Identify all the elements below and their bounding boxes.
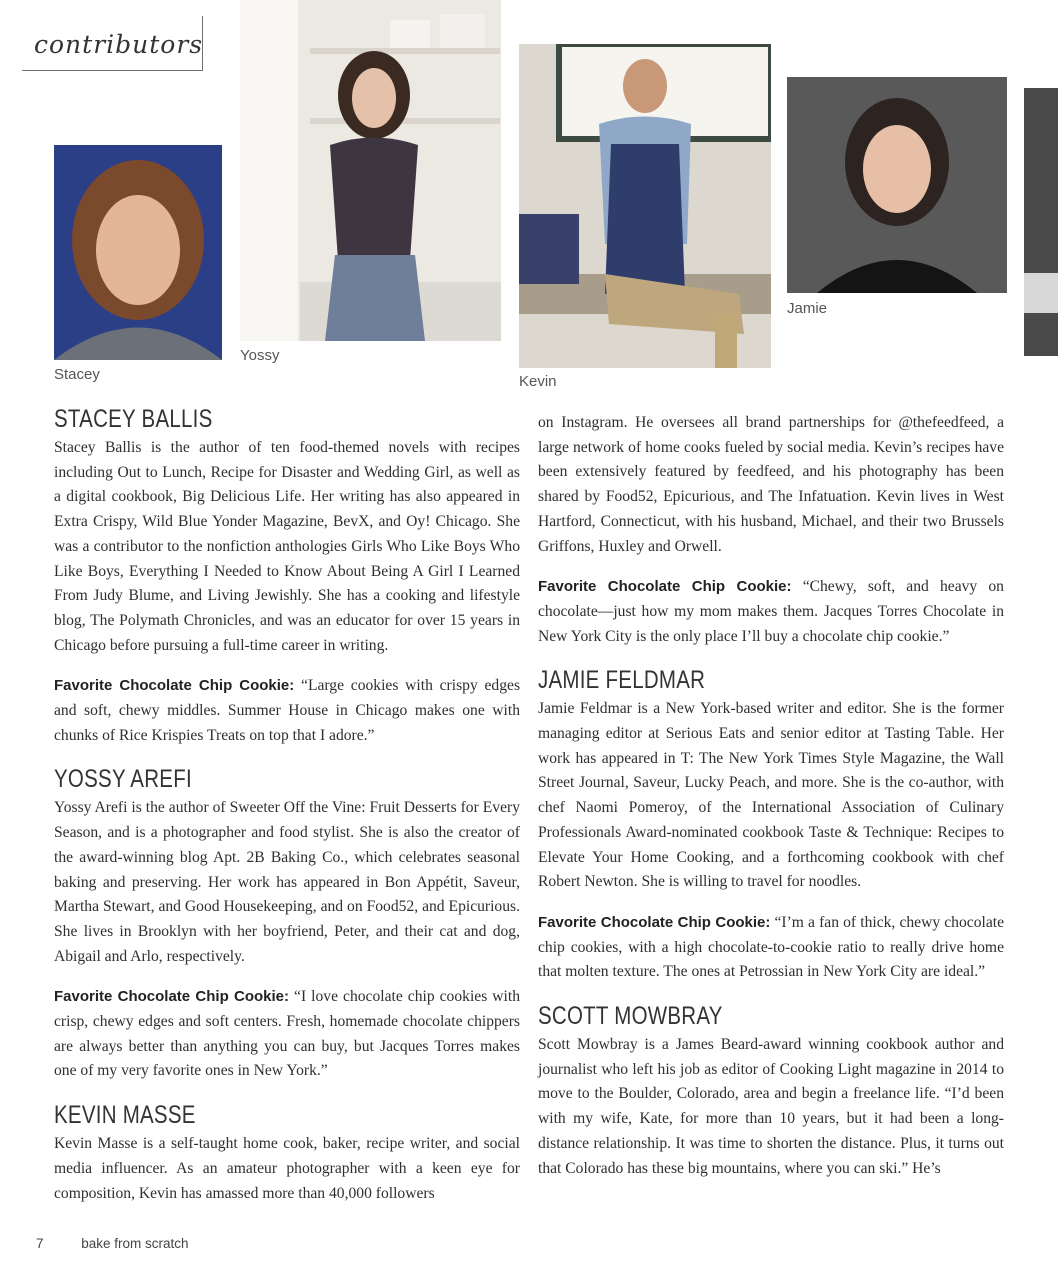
- bio-kevin-continued: on Instagram. He oversees all brand partnerships for @thefeedfeed, a large network of home cooks fueled by social media. Kevin’s recipes have been extensively featured by feedfeed, and his photography has been shared by Food52, Epicurious, and The Infatuation. Kevin lives in West Hartford, Connecticut, with his husband, Michael, and their two Brussels Griffons, Huxley and Orwell.: [538, 414, 1004, 555]
- page-number: 7: [36, 1236, 44, 1251]
- fav-text-kevin: “Chewy, soft, and heavy on chocolate—just how my mom makes them. Jacques Torres Chocolate in New York City is the only place I’ll buy a chocolate chip cookie.”: [538, 578, 1004, 645]
- photo-stacey: [54, 145, 222, 360]
- heading-yossy-arefi: YOSSY AREFI: [54, 765, 192, 794]
- caption-jamie: Jamie: [787, 300, 828, 317]
- fav-yossy: [54, 985, 520, 1084]
- bio-stacey: Stacey Ballis is the author of ten food-themed novels with recipes including Out to Lunch, Recipe for Disaster and Wedding Girl, as well as a digital cookbook, Big Delicious Life. Her writing has also appeared in Extra Crispy, Wild Blue Yonder Magazine, BevX, and Oy! Chicago. She was a contributor to the nonfiction anthologies Girls Who Like Boys Who Like Boys, Everything I Needed to Know About Being A Girl I Learned From Judy Blume, and Living Jewishly. She has a cooking and lifestyle blog, The Polymath Chronicles, and was an educator for over 15 years in Chicago before pursuing a full-time career in writing.: [54, 439, 520, 654]
- fav-text-jamie: “I’m a fan of thick, chewy chocolate chip cookies, with a high chocolate-to-cookie ratio to really drive home that molten texture. The ones at Petrossian in New York City are ideal.”: [538, 913, 1004, 981]
- bio-yossy: Yossy Arefi is the author of Sweeter Off the Vine: Fruit Desserts for Every Season, and is a photographer and food stylist. She is also the creator of the award-winning blog Apt. 2B Baking Co., which celebrates seasonal baking and preserving. Her work has appeared in Bon Appétit, Saveur, Martha Stewart, and Good Housekeeping, and on Food52, and Epicurious. She lives in Brooklyn with her boyfriend, Peter, and their cat and dog, Abigail and Arlo, respectively.: [54, 799, 520, 965]
- photo-jamie: [787, 77, 1007, 293]
- edge-photo-fragment: [1024, 88, 1058, 356]
- portrait-kevin: [519, 44, 771, 368]
- fav-stacey: [54, 674, 520, 748]
- fav-label-kevin: Favorite Chocolate Chip Cookie:: [538, 578, 792, 596]
- right-column: [538, 411, 1004, 1197]
- caption-yossy: Yossy: [240, 347, 280, 364]
- portrait-stacey: [54, 145, 222, 360]
- heading-stacey-ballis: STACEY BALLIS: [54, 405, 213, 433]
- bio-kevin: Kevin Masse is a self-taught home cook, baker, recipe writer, and social media influencer. As an amateur photographer with a keen eye for composition, Kevin has amassed more than 40,000 followers: [54, 1135, 520, 1202]
- portrait-yossy: [240, 0, 501, 341]
- fav-jamie: [538, 911, 1004, 985]
- fav-label-yossy: Favorite Chocolate Chip Cookie:: [54, 988, 290, 1006]
- publication-name: bake from scratch: [81, 1236, 189, 1251]
- heading-kevin-masse: KEVIN MASSE: [54, 1101, 196, 1130]
- caption-stacey: Stacey: [54, 366, 100, 383]
- photo-edge-strip: [1024, 88, 1058, 356]
- fav-label-jamie: Favorite Chocolate Chip Cookie:: [538, 913, 771, 931]
- caption-kevin: Kevin: [519, 373, 557, 390]
- fav-text-yossy: “I love chocolate chip cookies with crisp, chewy edges and soft centers. Fresh, homemade chocolate chippers are always better than anything you can buy, but Jacques Torres makes one of my very favorite ones in New York.”: [54, 988, 520, 1080]
- section-label-box: [22, 16, 203, 71]
- fav-label-stacey: Favorite Chocolate Chip Cookie:: [54, 677, 295, 695]
- bio-scott: Scott Mowbray is a James Beard-award winning cookbook author and journalist who left his job as editor of Cooking Light magazine in 2014 to move to the Boulder, Colorado, area and begin a freelance life. “I’d been with my wife, Kate, for more than 10 years, but it had been a long-distance relationship. It was time to shorten the distance. Plus, it turns out that Colorado has these big mountains, where you can ski.” He’s: [538, 1036, 1004, 1177]
- left-column: [54, 404, 520, 1222]
- bio-jamie: Jamie Feldmar is a New York-based writer and editor. She is the former managing editor at Serious Eats and senior editor at Tasting Table. Her work has appeared in T: The New York Times Style Magazine, the Wall Street Journal, Saveur, Lucky Peach, and more. She is the co-author, with chef Naomi Pomeroy, of the International Association of Culinary Professionals Award-nominated cookbook Taste & Technique: Recipes to Elevate Your Home Cooking, and a forthcoming cookbook with chef Robert Newton. She is willing to travel for noodles.: [538, 700, 1004, 891]
- page-footer: [36, 1236, 189, 1251]
- photo-kevin: [519, 44, 771, 368]
- photo-yossy: [240, 0, 501, 341]
- portrait-jamie: [787, 77, 1007, 293]
- section-label: contributors: [34, 30, 204, 59]
- fav-kevin: [538, 575, 1004, 649]
- heading-jamie-feldmar: JAMIE FELDMAR: [538, 666, 706, 695]
- heading-scott-mowbray: SCOTT MOWBRAY: [538, 1002, 723, 1031]
- fav-text-stacey: “Large cookies with crispy edges and soft, chewy middles. Summer House in Chicago makes one with chunks of Rice Krispies Treats on top that I adore.”: [54, 677, 521, 744]
